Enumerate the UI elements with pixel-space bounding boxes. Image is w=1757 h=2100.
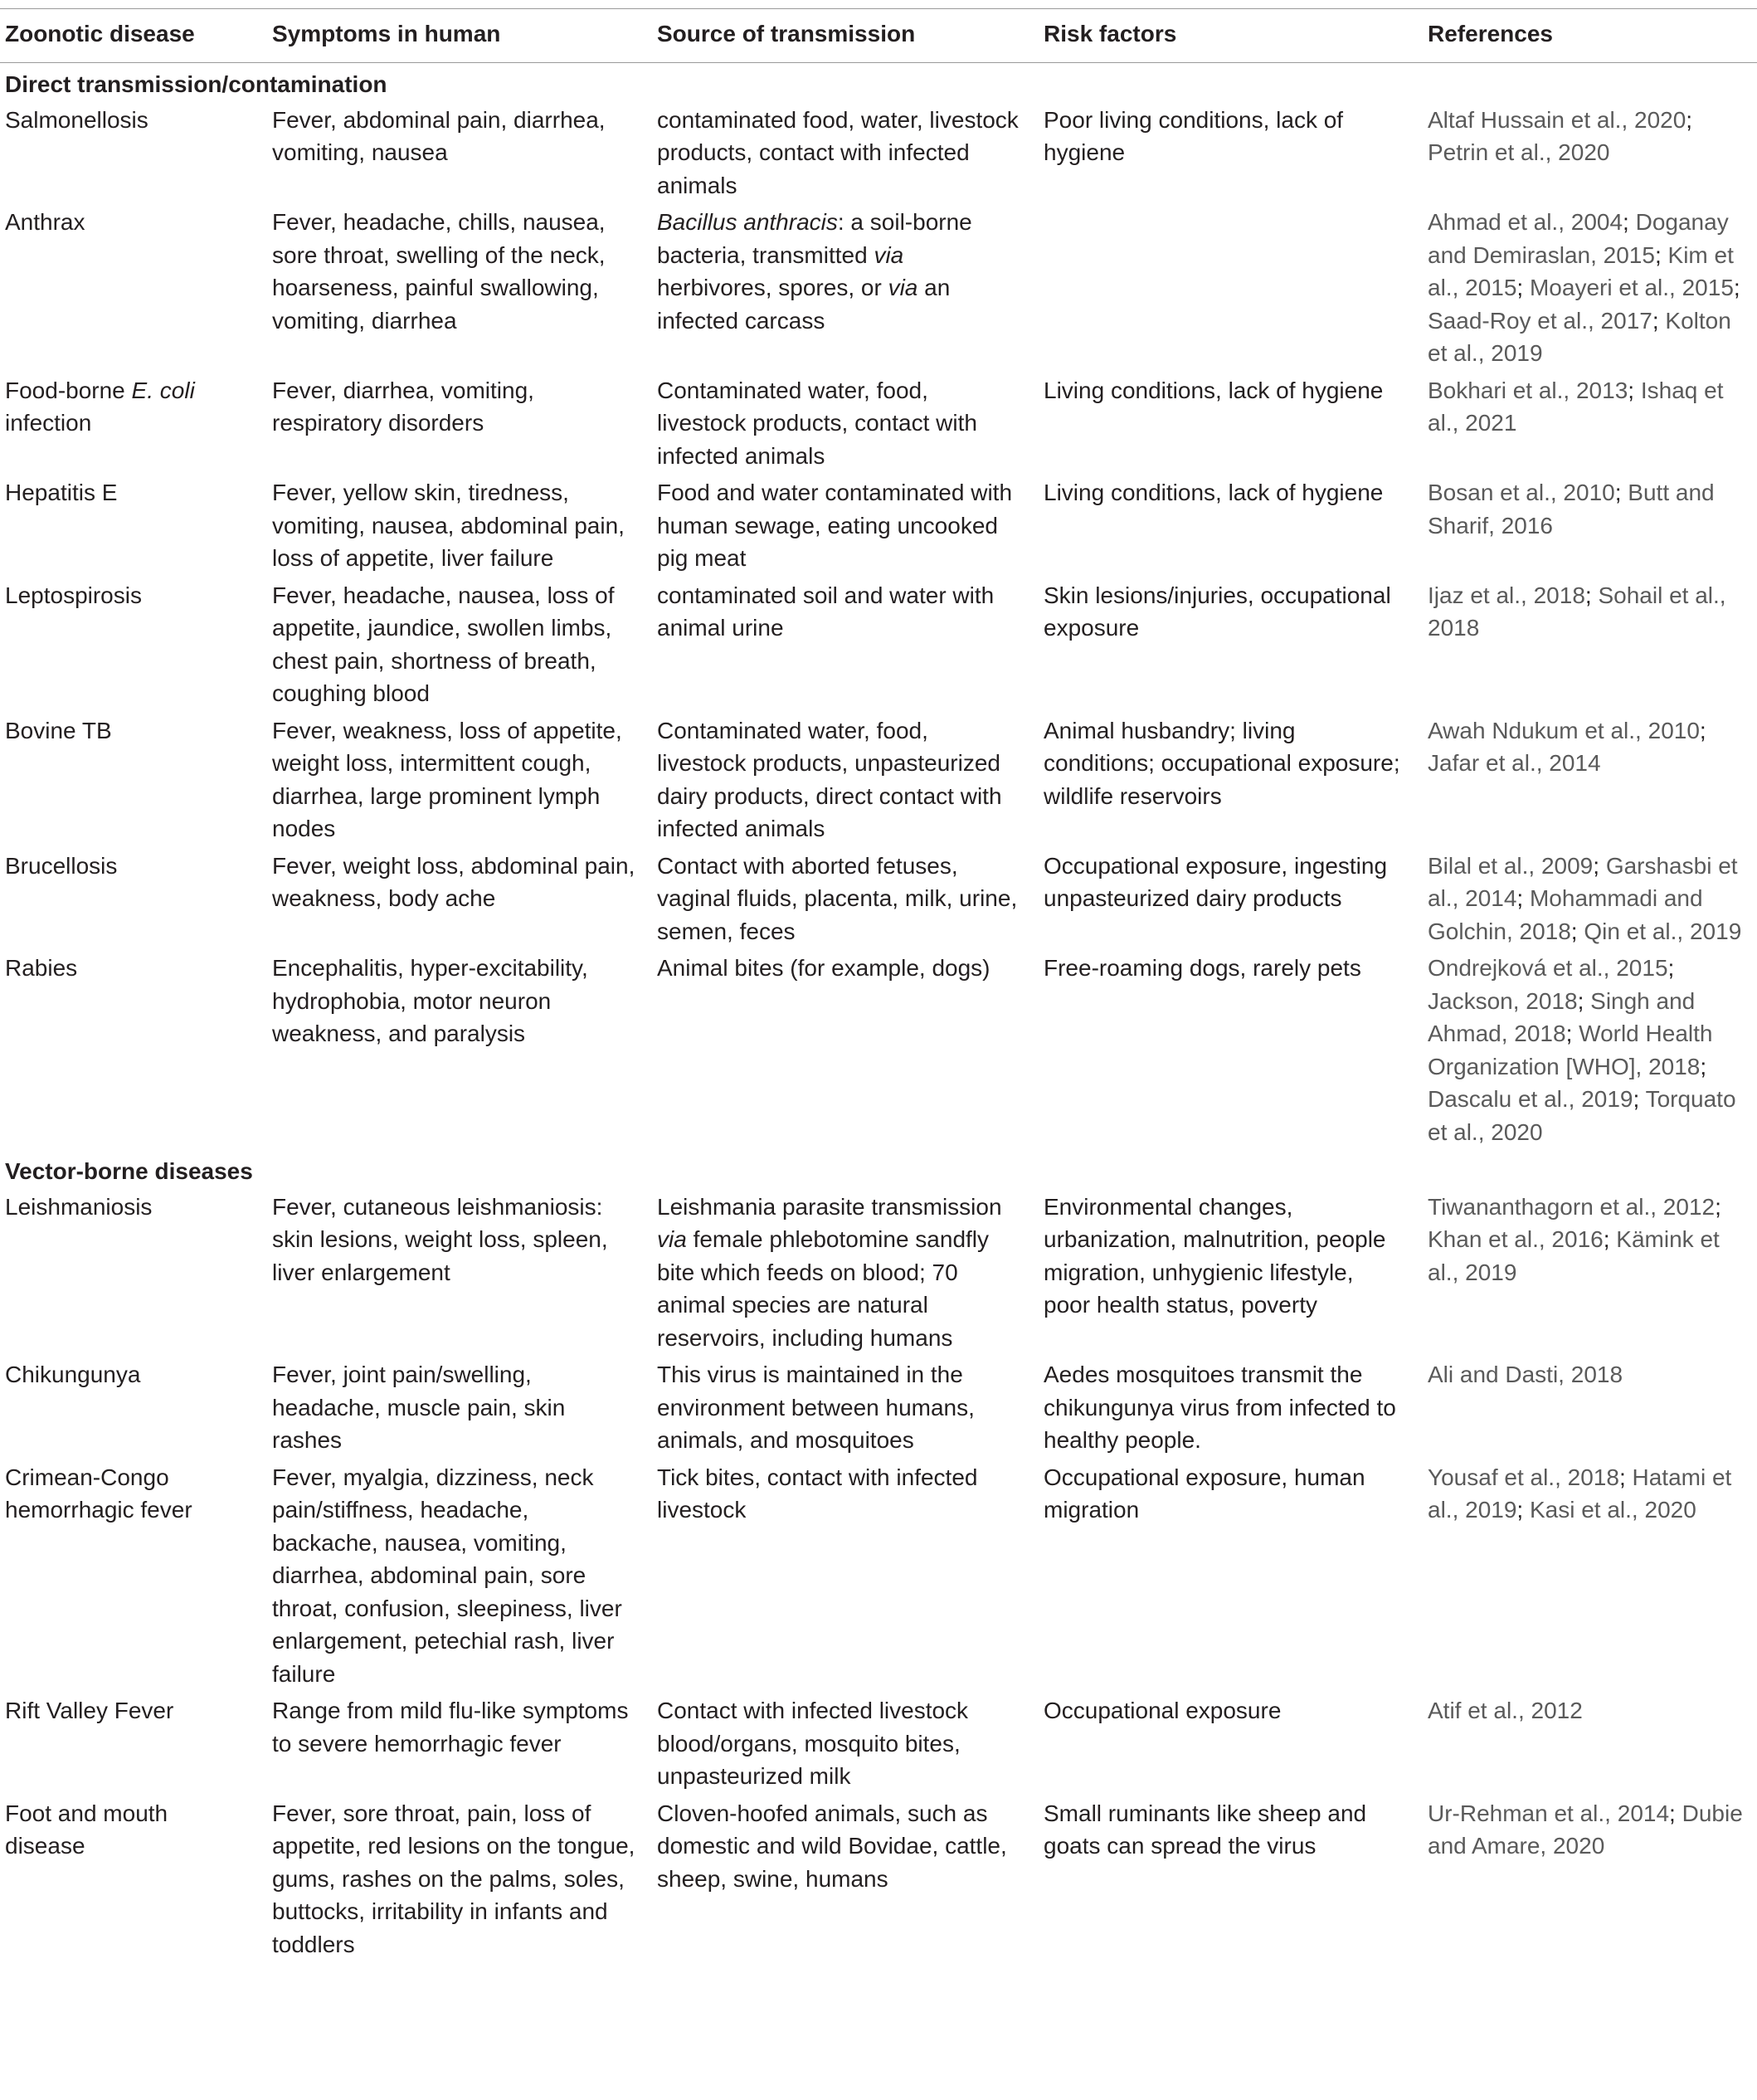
source-cell: This virus is maintained in the environment between humans, animals, and mosquitoes — [657, 1362, 975, 1453]
header-source: Source of transmission — [652, 9, 1039, 63]
symptoms-cell: Fever, diarrhea, vomiting, respiratory disorders — [272, 377, 534, 436]
text-segment: Food-borne — [5, 377, 132, 403]
references-cell — [1423, 474, 1757, 577]
italic-text: Bacillus anthracis — [657, 209, 838, 235]
header-references: References — [1423, 9, 1757, 63]
text-segment: Leishmania parasite transmission — [657, 1193, 1002, 1220]
source-cell: Animal bites (for example, dogs) — [657, 955, 990, 981]
references-cell — [1423, 847, 1757, 950]
disease-cell — [0, 372, 267, 475]
risk-cell: Environmental changes, urbanization, malnutrition, people migration, unhygienic lifestyle, poor health status, poverty — [1044, 1193, 1386, 1318]
symptoms-cell: Fever, weight loss, abdominal pain, weakness, body ache — [272, 852, 635, 911]
reference-link: Awah Ndukum et al., 2010 — [1428, 717, 1700, 743]
reference-link: Dubie and Amare, 2020 — [1428, 1800, 1743, 1859]
table-row — [0, 847, 1757, 950]
risk-cell: Animal husbandry; living conditions; occupational exposure; wildlife reservoirs — [1044, 717, 1400, 809]
reference-link: Garshasbi et al., 2014 — [1428, 852, 1738, 911]
reference-link: Torquato et al., 2020 — [1428, 1086, 1736, 1145]
italic-text: E. coli — [131, 377, 195, 403]
risk-cell: Free-roaming dogs, rarely pets — [1044, 955, 1361, 981]
reference-separator: ; — [1603, 1226, 1617, 1252]
table-row — [0, 1459, 1757, 1693]
symptoms-cell: Fever, cutaneous leishmaniosis: skin lesions, weight loss, spleen, liver enlargement — [272, 1193, 608, 1285]
reference-link: Sohail et al., 2018 — [1428, 582, 1726, 641]
source-cell: Tick bites, contact with infected livestock — [657, 1464, 978, 1523]
symptoms-cell: Fever, abdominal pain, diarrhea, vomiting, nausea — [272, 106, 606, 165]
reference-link: Ahmad et al., 2004 — [1428, 209, 1623, 235]
reference-link: Butt and Sharif, 2016 — [1428, 480, 1715, 538]
reference-link: Moayeri et al., 2015 — [1529, 275, 1734, 300]
disease-cell: Rift Valley Fever — [5, 1698, 174, 1723]
risk-cell: Aedes mosquitoes transmit the chikungunya virus from infected to healthy people. — [1044, 1362, 1396, 1453]
references-cell — [1423, 1692, 1757, 1795]
reference-separator: ; — [1570, 918, 1584, 944]
table-row — [0, 1356, 1757, 1459]
symptoms-cell: Fever, sore throat, pain, loss of appetite, red lesions on the tongue, gums, rashes on the palms, soles, buttocks, irritability in infants and toddlers — [272, 1800, 635, 1957]
table-body — [0, 63, 1757, 1963]
reference-separator: ; — [1652, 307, 1666, 334]
reference-link: Altaf Hussain et al., 2020 — [1428, 106, 1686, 133]
reference-link: Ali and Dasti, 2018 — [1428, 1362, 1623, 1387]
reference-separator: ; — [1633, 1086, 1646, 1112]
reference-link: Bokhari et al., 2013 — [1428, 377, 1628, 403]
reference-link: Kolton et al., 2019 — [1428, 307, 1731, 366]
risk-cell: Small ruminants like sheep and goats can spread the virus — [1044, 1800, 1367, 1859]
reference-link: Jackson, 2018 — [1428, 987, 1578, 1014]
reference-link: Ijaz et al., 2018 — [1428, 582, 1585, 608]
text-segment: : a soil-borne bacteria, transmitted — [657, 209, 972, 268]
italic-text: via — [888, 275, 918, 300]
reference-link: Ondrejková et al., 2015 — [1428, 955, 1668, 981]
reference-link: Saad-Roy et al., 2017 — [1428, 307, 1652, 334]
references-cell — [1423, 1356, 1757, 1459]
disease-cell: Chikungunya — [5, 1362, 141, 1387]
risk-cell: Living conditions, lack of hygiene — [1044, 480, 1384, 505]
disease-cell: Brucellosis — [5, 852, 118, 879]
text-segment: herbivores, spores, or — [657, 275, 888, 300]
reference-link: Ishaq et al., 2021 — [1428, 377, 1724, 436]
references-cell — [1423, 101, 1757, 204]
source-cell: Contact with aborted fetuses, vaginal fluids, placenta, milk, urine, semen, feces — [657, 852, 1018, 944]
risk-cell: Skin lesions/injuries, occupational exposure — [1044, 582, 1391, 641]
reference-separator: ; — [1686, 106, 1693, 133]
references-cell — [1423, 577, 1757, 712]
table-row — [0, 1692, 1757, 1795]
table-row — [0, 949, 1757, 1150]
section-title: Direct transmission/contamination — [5, 71, 387, 97]
reference-link: Bosan et al., 2010 — [1428, 480, 1615, 505]
table-row — [0, 203, 1757, 372]
section-title: Vector-borne diseases — [5, 1158, 253, 1184]
reference-separator: ; — [1715, 1193, 1721, 1220]
reference-link: Atif et al., 2012 — [1428, 1698, 1583, 1723]
reference-separator: ; — [1654, 241, 1668, 268]
references-cell — [1423, 203, 1757, 372]
section-row — [0, 63, 1757, 101]
reference-link: Yousaf et al., 2018 — [1428, 1464, 1619, 1490]
reference-separator: ; — [1733, 275, 1740, 300]
text-segment: infection — [5, 410, 92, 436]
text-segment: an infected carcass — [657, 275, 951, 334]
reference-link: Hatami et al., 2019 — [1428, 1464, 1732, 1523]
references-cell — [1423, 1188, 1757, 1357]
references-cell — [1423, 1795, 1757, 1963]
reference-link: Bilal et al., 2009 — [1428, 852, 1594, 879]
reference-link: Kämink et al., 2019 — [1428, 1226, 1720, 1285]
table-row — [0, 474, 1757, 577]
italic-text: via — [657, 1226, 687, 1252]
reference-separator: ; — [1565, 1021, 1579, 1046]
reference-separator: ; — [1614, 480, 1628, 505]
reference-link: Ur-Rehman et al., 2014 — [1428, 1800, 1670, 1826]
reference-link: Mohammadi and Golchin, 2018 — [1428, 885, 1703, 944]
disease-cell: Foot and mouth disease — [5, 1800, 168, 1859]
table-row — [0, 712, 1757, 847]
reference-link: Jafar et al., 2014 — [1428, 750, 1601, 776]
reference-link: Dascalu et al., 2019 — [1428, 1086, 1633, 1112]
disease-cell: Rabies — [5, 955, 78, 981]
source-cell: contaminated soil and water with animal urine — [657, 582, 995, 641]
text-segment: female phlebotomine sandfly bite which feeds on blood; 70 animal species are natural reservoirs, including humans — [657, 1226, 990, 1351]
source-cell: contaminated food, water, livestock products, contact with infected animals — [657, 106, 1019, 198]
reference-separator: ; — [1700, 1053, 1707, 1079]
reference-link: Kasi et al., 2020 — [1529, 1497, 1696, 1523]
risk-cell: Occupational exposure, ingesting unpasteurized dairy products — [1044, 852, 1388, 911]
reference-separator: ; — [1623, 209, 1636, 235]
risk-cell — [1039, 203, 1423, 372]
header-row — [0, 9, 1757, 63]
symptoms-cell: Fever, myalgia, dizziness, neck pain/stiffness, headache, backache, nausea, vomiting, diarrhea, abdominal pain, sore throat, confusion, sleepiness, liver enlargement, petechial rash, liver failure — [272, 1464, 622, 1687]
header-zoonotic-disease: Zoonotic disease — [0, 9, 267, 63]
disease-cell: Crimean-Congo hemorrhagic fever — [5, 1464, 192, 1523]
source-cell — [652, 1188, 1039, 1357]
source-cell — [652, 203, 1039, 372]
table-row — [0, 577, 1757, 712]
disease-cell: Leptospirosis — [5, 582, 142, 608]
source-cell: Contact with infected livestock blood/organs, mosquito bites, unpasteurized milk — [657, 1698, 969, 1789]
disease-cell: Leishmaniosis — [5, 1193, 153, 1220]
symptoms-cell: Fever, headache, nausea, loss of appetite, jaundice, swollen limbs, chest pain, shortness of breath, coughing blood — [272, 582, 615, 706]
risk-cell: Occupational exposure — [1044, 1698, 1282, 1723]
reference-link: World Health Organization [WHO], 2018 — [1428, 1021, 1713, 1079]
references-cell — [1423, 949, 1757, 1150]
reference-separator: ; — [1628, 377, 1641, 403]
disease-cell: Anthrax — [5, 209, 85, 235]
disease-cell: Hepatitis E — [5, 480, 118, 505]
table-row — [0, 372, 1757, 475]
italic-text: via — [874, 241, 904, 268]
source-cell: Cloven-hoofed animals, such as domestic and wild Bovidae, cattle, sheep, swine, humans — [657, 1800, 1007, 1892]
section-row — [0, 1150, 1757, 1188]
source-cell: Contaminated water, food, livestock products, unpasteurized dairy products, direct contact with infected animals — [657, 717, 1002, 841]
reference-link: Tiwananthagorn et al., 2012 — [1428, 1193, 1716, 1220]
symptoms-cell: Fever, joint pain/swelling, headache, muscle pain, skin rashes — [272, 1362, 566, 1453]
symptoms-cell: Encephalitis, hyper-excitability, hydrophobia, motor neuron weakness, and paralysis — [272, 955, 588, 1046]
disease-cell: Salmonellosis — [5, 106, 148, 133]
references-cell — [1423, 372, 1757, 475]
reference-link: Doganay and Demiraslan, 2015 — [1428, 209, 1729, 268]
header-symptoms: Symptoms in human — [267, 9, 652, 63]
zoonotic-disease-table — [0, 8, 1757, 1962]
symptoms-cell: Fever, yellow skin, tiredness, vomiting, nausea, abdominal pain, loss of appetite, liver failure — [272, 480, 625, 571]
risk-cell: Living conditions, lack of hygiene — [1044, 377, 1384, 403]
risk-cell: Poor living conditions, lack of hygiene — [1044, 106, 1344, 165]
reference-link: Qin et al., 2019 — [1584, 918, 1742, 944]
table-row — [0, 1188, 1757, 1357]
reference-separator: ; — [1577, 987, 1591, 1014]
symptoms-cell: Fever, headache, chills, nausea, sore throat, swelling of the neck, hoarseness, painful swallowing, vomiting, diarrhea — [272, 209, 606, 334]
table-header — [0, 9, 1757, 63]
disease-cell: Bovine TB — [5, 717, 112, 743]
table-row — [0, 101, 1757, 204]
references-cell — [1423, 1459, 1757, 1693]
source-cell: Food and water contaminated with human sewage, eating uncooked pig meat — [657, 480, 1013, 571]
references-cell — [1423, 712, 1757, 847]
reference-separator: ; — [1516, 275, 1530, 300]
reference-link: Kim et al., 2015 — [1428, 241, 1734, 300]
reference-link: Petrin et al., 2020 — [1428, 139, 1610, 165]
table-row — [0, 1795, 1757, 1963]
reference-separator: ; — [1516, 885, 1530, 911]
reference-separator: ; — [1669, 1800, 1682, 1826]
symptoms-cell: Range from mild flu-like symptoms to severe hemorrhagic fever — [272, 1698, 629, 1756]
symptoms-cell: Fever, weakness, loss of appetite, weight loss, intermittent cough, diarrhea, large prominent lymph nodes — [272, 717, 622, 841]
reference-separator: ; — [1593, 852, 1606, 879]
reference-link: Singh and Ahmad, 2018 — [1428, 987, 1696, 1046]
risk-cell: Occupational exposure, human migration — [1044, 1464, 1365, 1523]
reference-separator: ; — [1618, 1464, 1633, 1490]
reference-separator: ; — [1699, 717, 1706, 743]
header-risk-factors: Risk factors — [1039, 9, 1423, 63]
reference-link: Khan et al., 2016 — [1428, 1226, 1604, 1252]
reference-separator: ; — [1584, 582, 1599, 608]
reference-separator: ; — [1667, 955, 1675, 981]
source-cell: Contaminated water, food, livestock products, contact with infected animals — [657, 377, 977, 469]
reference-separator: ; — [1516, 1497, 1530, 1523]
